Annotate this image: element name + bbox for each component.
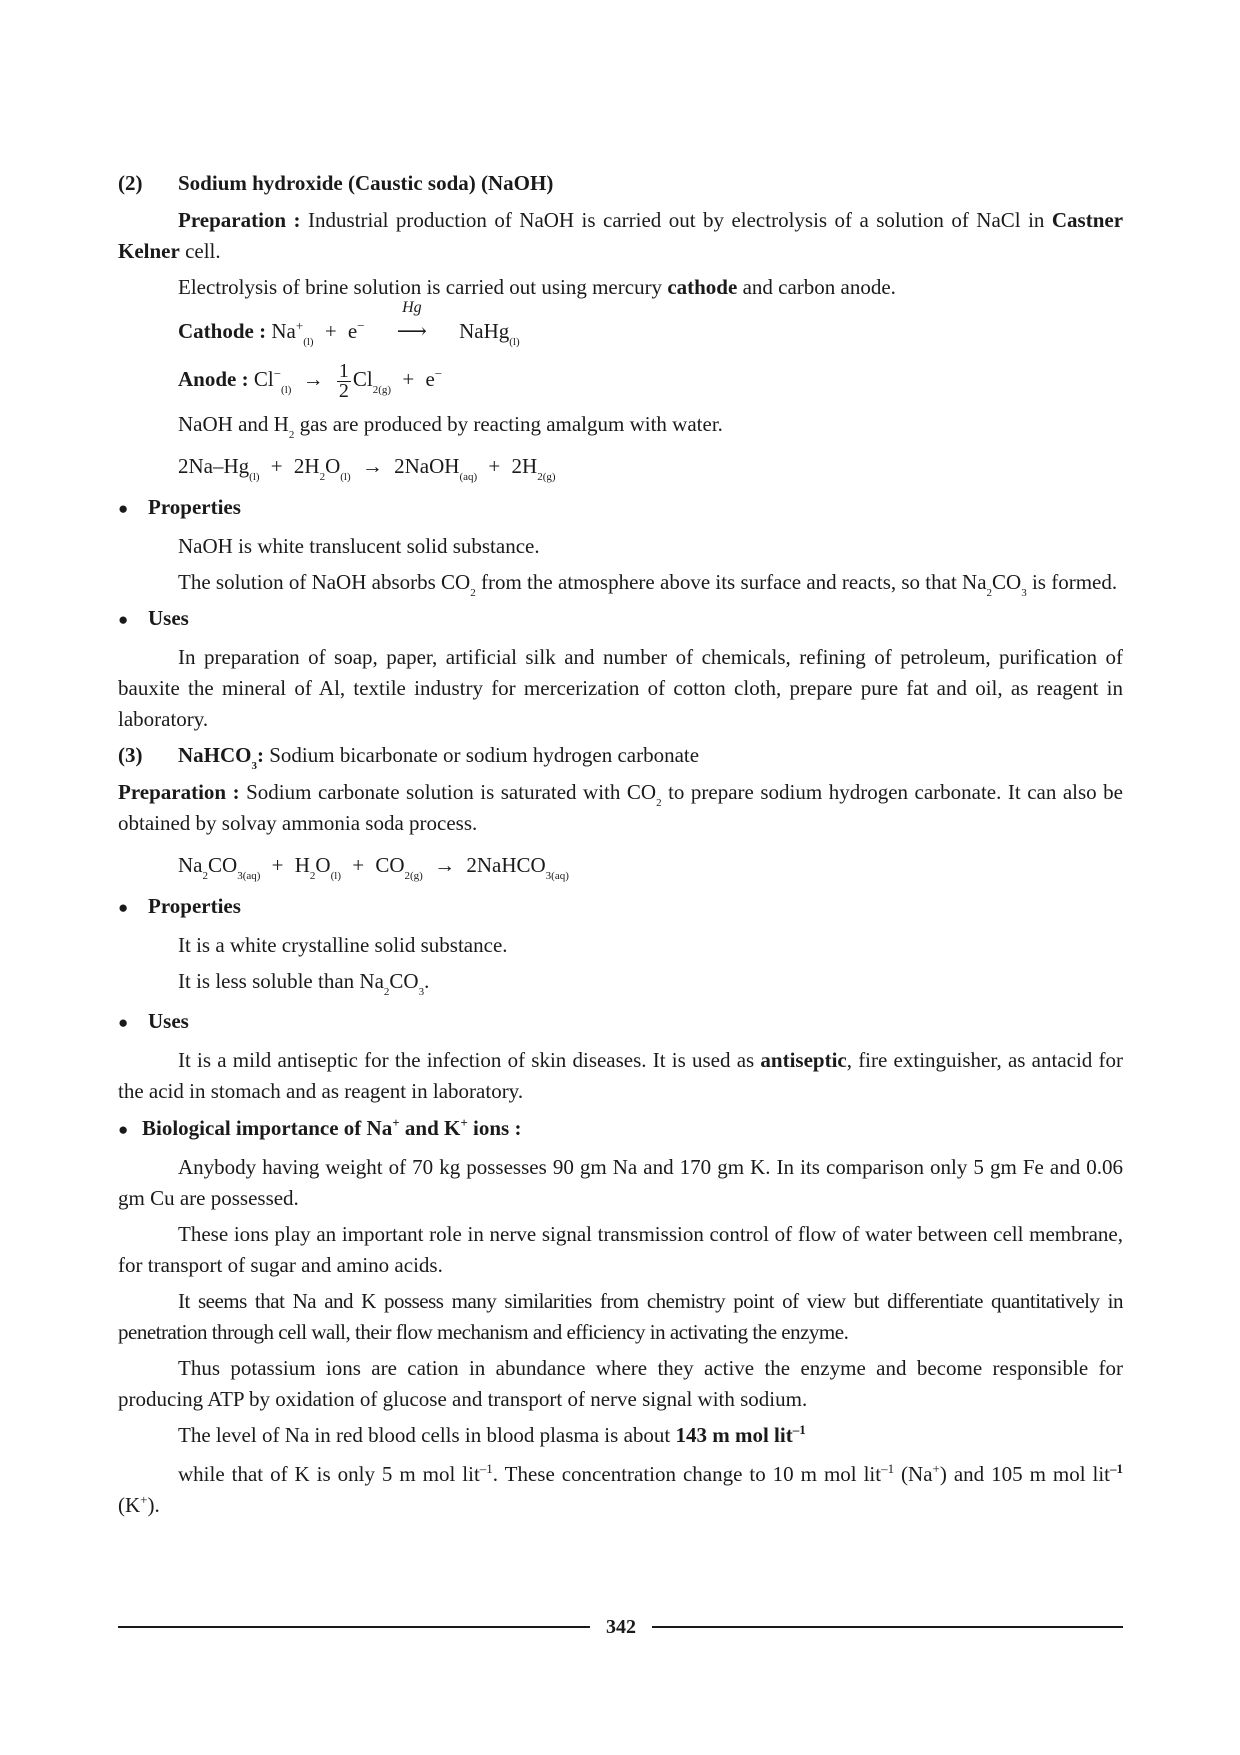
bullet-icon: ● bbox=[118, 1120, 129, 1139]
equation-nahco3: $Na_2CO_{3(aq)} + H_2O_{(l)} + CO_{2(g)}$ → 2NaHCO$_{3(aq)}$ bbox=[178, 853, 569, 882]
paragraph-bio-3: It seems that Na and K possess many similarities from chemistry point of view but differentiate quantitatively in penetration through cell wall, their flow mechanism and efficiency in activating the enzyme. bbox=[118, 1289, 1123, 1344]
paragraph-uses: It is a mild antiseptic for the infection of skin diseases. It is used as antiseptic, fire extinguisher, as antacid for the acid in stomach and as reagent in laboratory. bbox=[118, 1048, 1123, 1103]
paragraph-electrolysis: Electrolysis of brine solution is carried out using mercury cathode and carbon anode. bbox=[178, 275, 896, 299]
paragraph-property-1: NaOH is white translucent solid substance. bbox=[178, 534, 540, 558]
section-title: Sodium hydroxide (Caustic soda) (NaOH) bbox=[178, 171, 554, 195]
paragraph-property-1: It is a white crystalline solid substance. bbox=[178, 933, 508, 957]
paragraph-bio-6: while that of K is only 5 m mol lit$^{-1}$. These concentration change to 10 m mol lit$^{-1}$ (Na+) and 105 m mol lit$^{-1}$ (K+). bbox=[118, 1461, 1123, 1517]
section-heading bbox=[118, 168, 1123, 199]
footer-rule-left bbox=[118, 1626, 590, 1628]
paragraph-bio-1: Anybody having weight of 70 kg possesses 90 gm Na and 170 gm K. In its comparison only 5 gm Fe and 0.06 gm Cu are possessed. bbox=[118, 1155, 1123, 1210]
paragraph-preparation-nahco3: Preparation : Sodium carbonate solution is saturated with $CO_2$ to prepare sodium hydrogen carbonate. It can also be obtained by solvay ammonia soda process. bbox=[118, 780, 1123, 835]
bullet-heading-uses: ● Uses bbox=[118, 1006, 1123, 1038]
fraction-half: $\frac{1}{2}$ bbox=[338, 359, 349, 402]
equation-amalgam-water: $2Na-Hg_{(l)} + 2H_2O_{(l)}$ → 2NaOH$_{(aq)}$ + $2H_{2(g)}$ bbox=[178, 454, 556, 483]
bullet-icon: ● bbox=[118, 898, 129, 917]
paragraph-bio-5: The level of Na in red blood cells in blood plasma is about 143 m mol lit$^{-1}$ bbox=[178, 1422, 806, 1447]
paragraph-preparation: Preparation : Industrial production of NaOH is carried out by electrolysis of a solution of NaCl in Castner Kelner cell. bbox=[118, 208, 1124, 263]
section-number: (3) bbox=[118, 743, 143, 767]
reaction-arrow: Hg ⟶ bbox=[396, 299, 427, 343]
section-number: (2) bbox=[118, 171, 143, 195]
paragraph-uses: In preparation of soap, paper, artificial silk and number of chemicals, refining of petroleum, purification of bauxite the mineral of Al, textile industry for mercerization of cotton cloth, prepare pure fat and oil, as reagent in laboratory. bbox=[118, 645, 1123, 731]
paragraph-bio-4: Thus potassium ions are cation in abundance where they active the enzyme and become responsible for producing ATP by oxidation of glucose and transport of nerve signal with sodium. bbox=[118, 1356, 1123, 1411]
bullet-icon: ● bbox=[118, 499, 129, 518]
paragraph-amalgam: NaOH and $H_2$ gas are produced by reacting amalgum with water. bbox=[178, 412, 723, 441]
page-number: 342 bbox=[606, 1616, 636, 1638]
paragraph-bio-2: These ions play an important role in nerve signal transmission control of flow of water between cell membrane, for transport of sugar and amino acids. bbox=[118, 1222, 1123, 1277]
equation-cathode: Cathode : $Na^+_{(l)} + e^-$ Hg ⟶ NaHg$_{(l)}$ bbox=[178, 299, 520, 348]
paragraph-property-2: The solution of NaOH absorbs $CO_2$ from the atmosphere above its surface and reacts, so that $Na_2CO_3$ is formed. bbox=[178, 570, 1118, 599]
paragraph-property-2: It is less soluble than $Na_2CO_3$. bbox=[178, 969, 430, 998]
equation-anode: Anode : $Cl^-_{(l)}$ → $\frac{1}{2}$ $Cl_{2(g)} + e^-$ bbox=[178, 359, 443, 402]
bullet-heading-properties: ● Properties bbox=[118, 891, 1123, 923]
page-footer bbox=[118, 1612, 1123, 1642]
bullet-icon: ● bbox=[118, 610, 129, 629]
bullet-heading-biological: ● Biological importance of Na+ and K+ ions : bbox=[118, 1113, 1123, 1145]
bullet-heading-properties: ● Properties bbox=[118, 492, 1123, 524]
bullet-icon: ● bbox=[118, 1013, 129, 1032]
page-content bbox=[118, 168, 1123, 1526]
footer-rule-right bbox=[652, 1626, 1123, 1628]
bullet-heading-uses: ● Uses bbox=[118, 603, 1123, 635]
section-heading: (3) NaHCO$_3$: Sodium bicarbonate or sodium hydrogen carbonate bbox=[118, 740, 1123, 771]
